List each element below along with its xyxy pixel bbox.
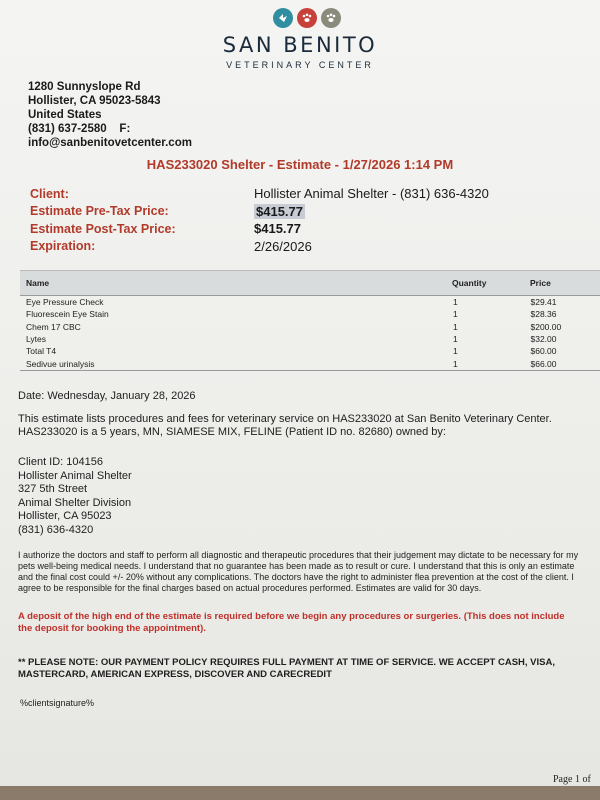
address-line: United States [28,109,102,121]
row-name: Eye Pressure Check [26,297,104,308]
summary-row-expiration [30,238,580,256]
pretax-value: $415.77 [256,203,303,219]
client-label: Client: [30,186,69,201]
payment-policy: ** PLEASE NOTE: OUR PAYMENT POLICY REQUIRES FULL PAYMENT AT TIME OF SERVICE. WE ACCEPT CASH, VISA, MASTERCARD, AMERICAN EXPRESS, DISCOVER AND CARECREDIT [18,657,555,680]
client-signature-placeholder: %clientsignature% [20,698,95,708]
expiration-label: Expiration: [30,239,96,254]
header-quantity: Quantity [452,278,487,288]
header-price: Price [530,278,551,288]
client-block [18,456,132,537]
address-line: Hollister, CA 95023-5843 [28,95,161,107]
client-value: Hollister Animal Shelter - (831) 636-4320 [254,186,489,202]
table-row [20,357,600,369]
client-phone: (831) 636-4320 [18,523,94,536]
summary-row-client [30,185,580,203]
expiration-value: 2/26/2026 [254,238,312,254]
posttax-label: Estimate Post-Tax Price: [30,221,176,236]
row-quantity: 1 [453,321,458,332]
header-name: Name [26,278,50,288]
row-price: $66.00 [530,358,557,369]
authorization-paragraph: I authorize the doctors and staff to perform all diagnostic and therapeutic procedures that their judgement may dictate to be necessary for my pets well-being medical needs. I understand that no guarantee has been made as to result or cure. I understand that this is only an estimate and the final cost could +/- 20% without any complications. The doctors have the right to administer flea prevention at the cost of the client. I agree to be responsible for the final charges based on actual procedures performed. Estimates are valid for 30 days. [18,550,579,593]
row-name: Chem 17 CBC [26,321,81,332]
table-divider [20,370,600,371]
row-price: $200.00 [530,321,562,332]
row-quantity: 1 [453,346,458,357]
pretax-label: Estimate Pre-Tax Price: [30,204,169,219]
posttax-value: $415.77 [254,221,301,237]
client-name: Hollister Animal Shelter [18,469,132,482]
client-street: 327 5th Street [18,483,88,495]
table-row [20,308,600,320]
row-price: $28.36 [530,309,557,320]
table-header [20,270,600,296]
address-phone: (831) 637-2580 F: [28,123,131,135]
client-division: Animal Shelter Division [18,496,132,509]
summary-row-pretax [30,203,580,221]
table-row [20,345,600,357]
row-quantity: 1 [453,309,458,320]
row-price: $29.41 [530,297,557,308]
page-number: Page 1 of [553,774,591,785]
summary-row-posttax [30,220,580,238]
estimate-date: Date: Wednesday, January 28, 2026 [18,390,196,402]
intro-paragraph: This estimate lists procedures and fees for veterinary service on HAS233020 at San Benito Veterinary Center. HAS233020 is a 5 years, MN, SIAMESE MIX, FELINE (Patient ID no. 82680) owned by: [18,413,552,438]
estimate-summary [30,185,580,255]
row-quantity: 1 [453,334,458,345]
client-id: Client ID: 104156 [18,456,103,468]
table-row [20,296,600,308]
row-name: Total T4 [26,346,57,357]
address-line: 1280 Sunnyslope Rd [28,81,141,93]
table-row [20,333,600,345]
brand-subtitle: VETERINARY CENTER [226,60,374,70]
row-price: $32.00 [530,334,557,345]
paw-icon-2 [321,8,341,28]
row-name: Sedivue urinalysis [26,358,95,369]
row-name: Fluorescein Eye Stain [26,309,109,320]
estimate-title: HAS233020 Shelter - Estimate - 1/27/2026 1:14 PM [146,157,454,172]
deposit-notice: A deposit of the high end of the estimate is required before we begin any procedures or surgeries. (This does not include the deposit for booking the appointment). [18,611,565,634]
row-price: $60.00 [530,346,557,357]
bird-icon [273,8,293,28]
procedures-table [20,270,600,371]
clinic-address [28,80,192,150]
paw-icon [297,8,317,28]
row-quantity: 1 [453,358,458,369]
row-quantity: 1 [453,297,458,308]
client-city: Hollister, CA 95023 [18,510,112,522]
row-name: Lytes [26,334,47,345]
brand-logo [0,33,600,70]
table-row [20,321,600,333]
brand-name: SAN BENITO [222,33,378,57]
address-email: info@sanbenitovetcenter.com [28,137,192,149]
logo-icons [273,8,341,28]
